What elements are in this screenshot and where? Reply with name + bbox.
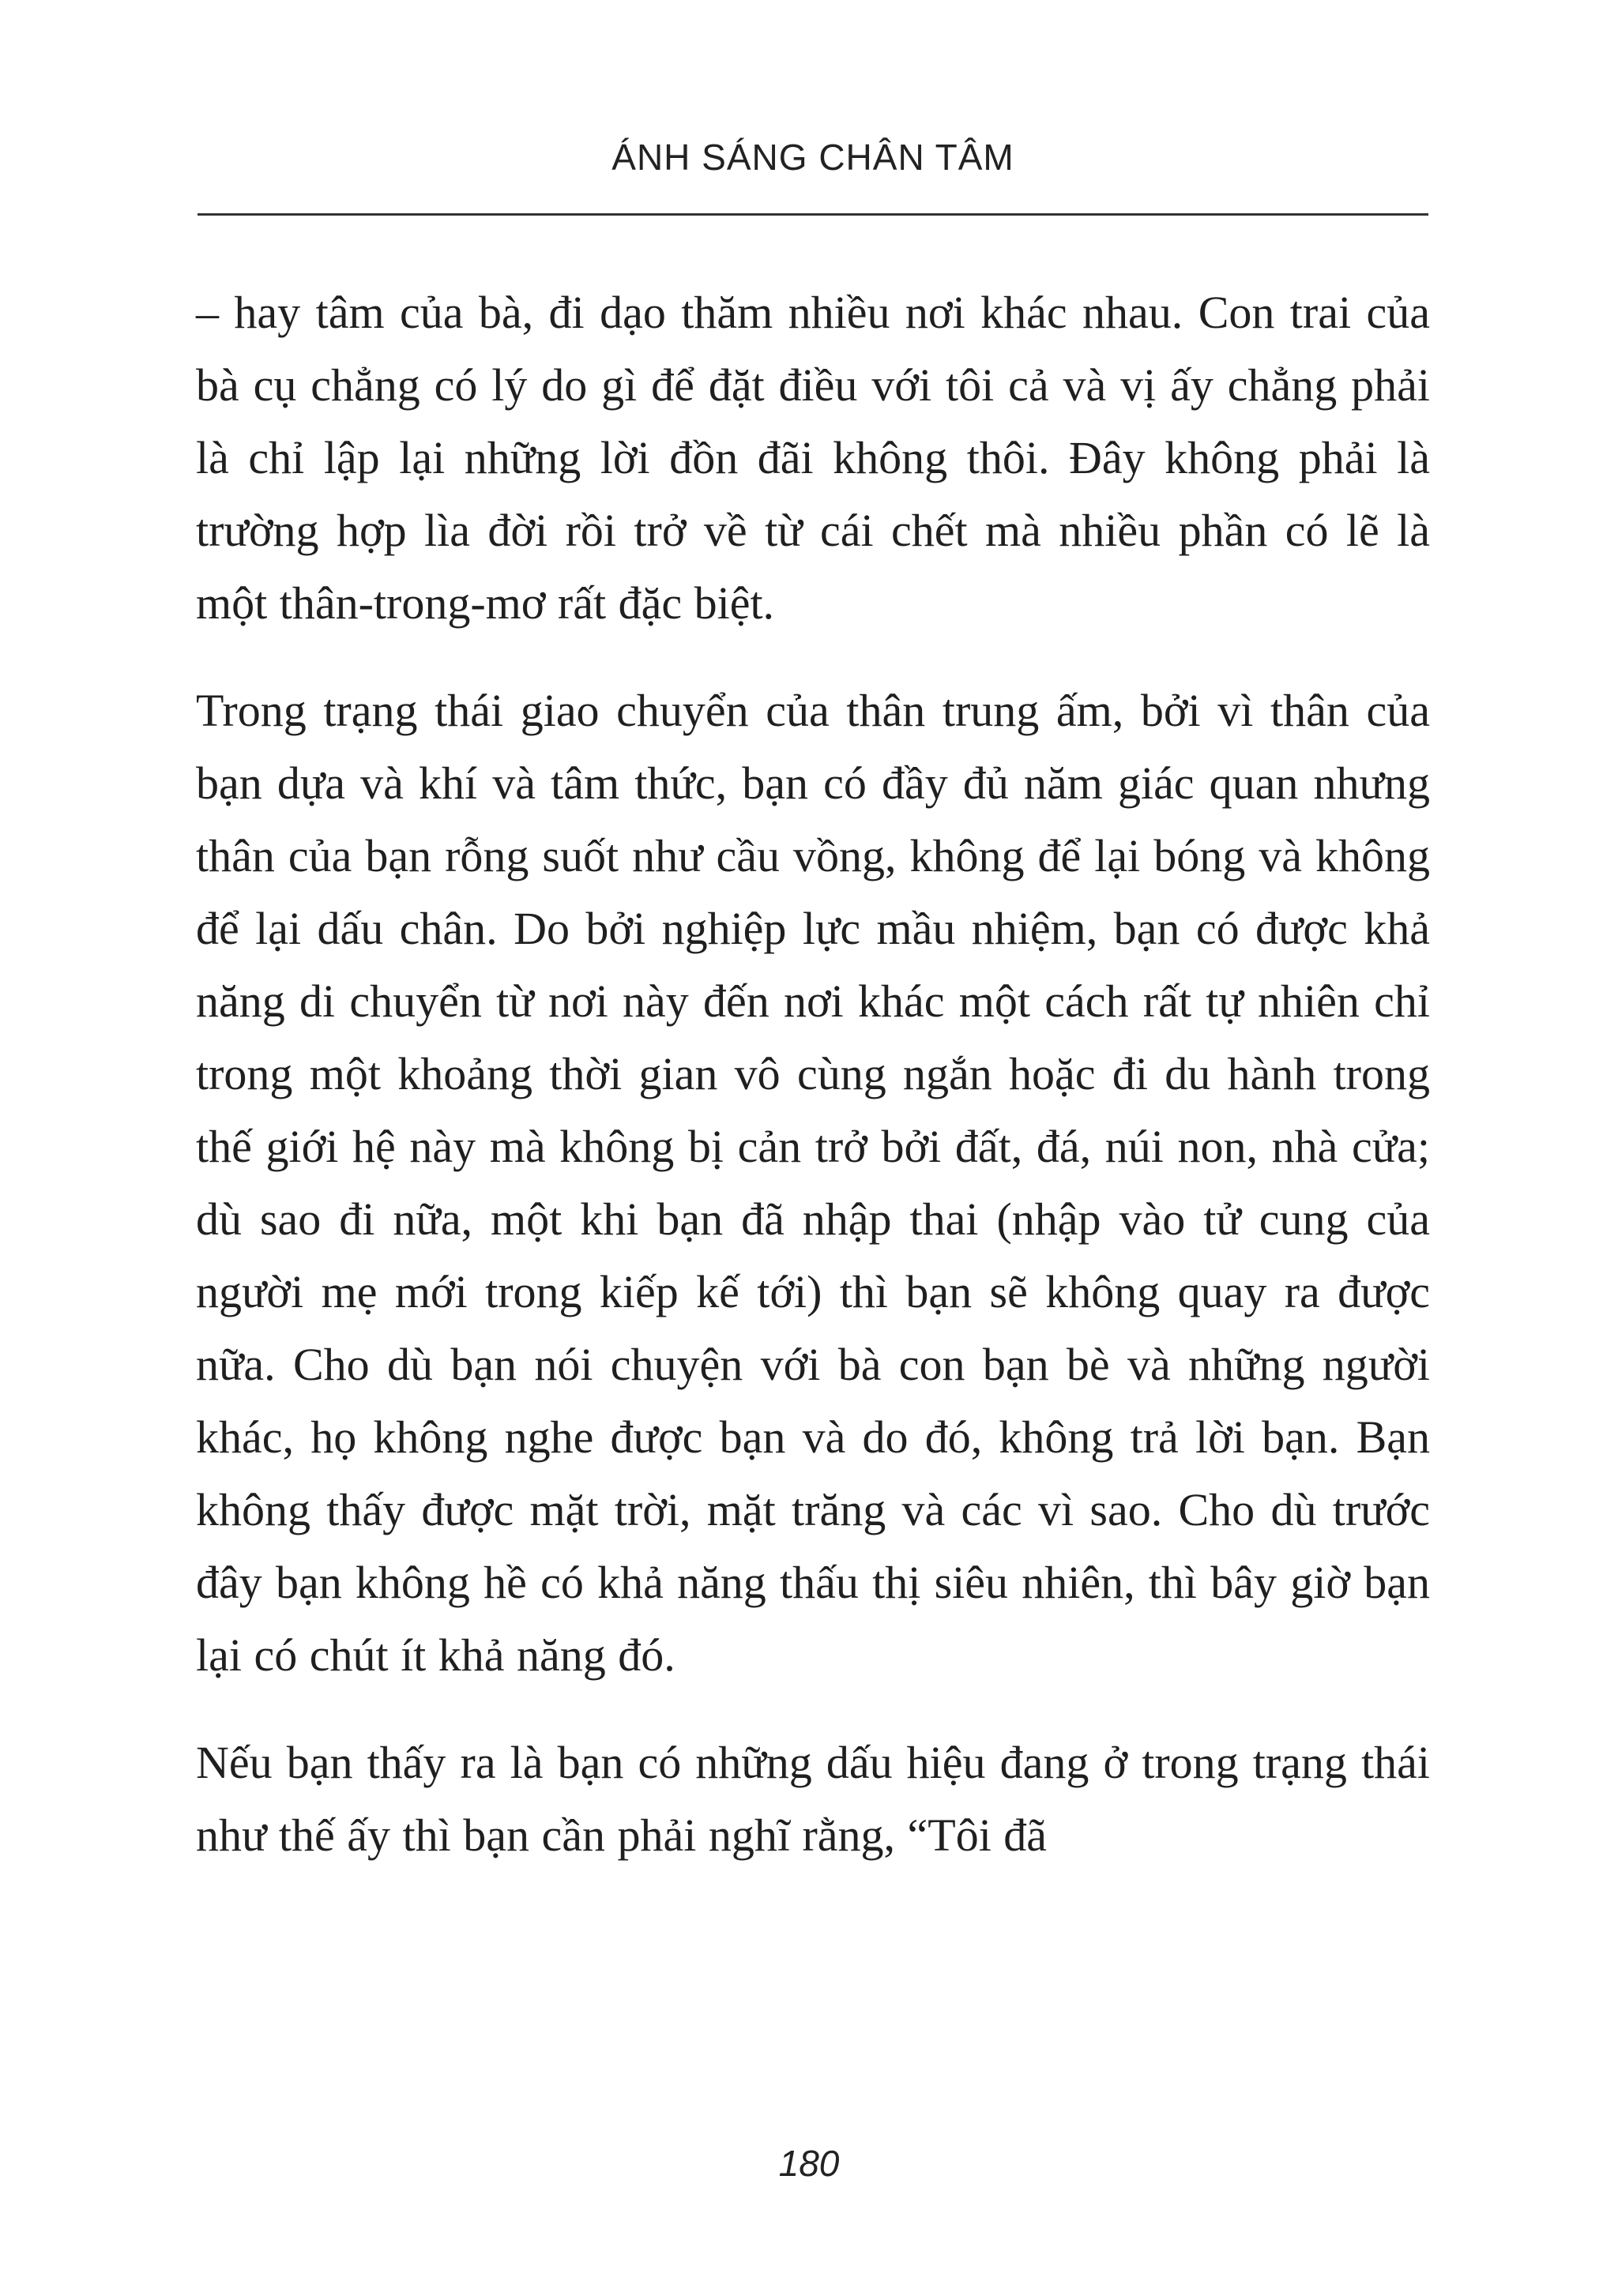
paragraph-2: Trong trạng thái giao chuyển của thân trung ấm, bởi vì thân của bạn dựa và khí và tâm thức, bạn có đầy đủ năm giác quan nhưng thân của bạn rỗng suốt như cầu vồng, không để lại bóng và không để lại dấu chân. Do bởi nghiệp lực mầu nhiệm, bạn có được khả năng di chuyển từ nơi này đến nơi khác một cách rất tự nhiên chỉ trong một khoảng thời gian vô cùng ngắn hoặc đi du hành trong thế giới hệ này mà không bị cản trở bởi đất, đá, núi non, nhà cửa; dù sao đi nữa, một khi bạn đã nhập thai (nhập vào tử cung của người mẹ mới trong kiếp kế tới) thì bạn sẽ không quay ra được nữa. Cho dù bạn nói chuyện với bà con bạn bè và những người khác, họ không nghe được bạn và do đó, không trả lời bạn. Bạn không thấy được mặt trời, mặt trăng và các vì sao. Cho dù trước đây bạn không hề có khả năng thấu thị siêu nhiên, thì bây giờ bạn lại có chút ít khả năng đó.	[196, 685, 1430, 1681]
paragraph-1: – hay tâm của bà, đi dạo thăm nhiều nơi khác nhau. Con trai của bà cụ chẳng có lý do gì để đặt điều với tôi cả và vị ấy chẳng phải là chỉ lập lại những lời đồn đãi không thôi. Đây không phải là trường hợp lìa đời rồi trở về từ cái chết mà nhiều phần có lẽ là một thân-trong-mơ rất đặc biệt.	[196, 287, 1430, 629]
header-divider	[198, 213, 1428, 216]
page-body	[196, 276, 1430, 1907]
running-header-title: ÁNH SÁNG CHÂN TÂM	[611, 137, 1014, 178]
page-number: 180	[778, 2143, 840, 2184]
paragraph-3: Nếu bạn thấy ra là bạn có những dấu hiệu đang ở trong trạng thái như thế ấy thì bạn cần phải nghĩ rằng, “Tôi đã	[196, 1737, 1430, 1861]
